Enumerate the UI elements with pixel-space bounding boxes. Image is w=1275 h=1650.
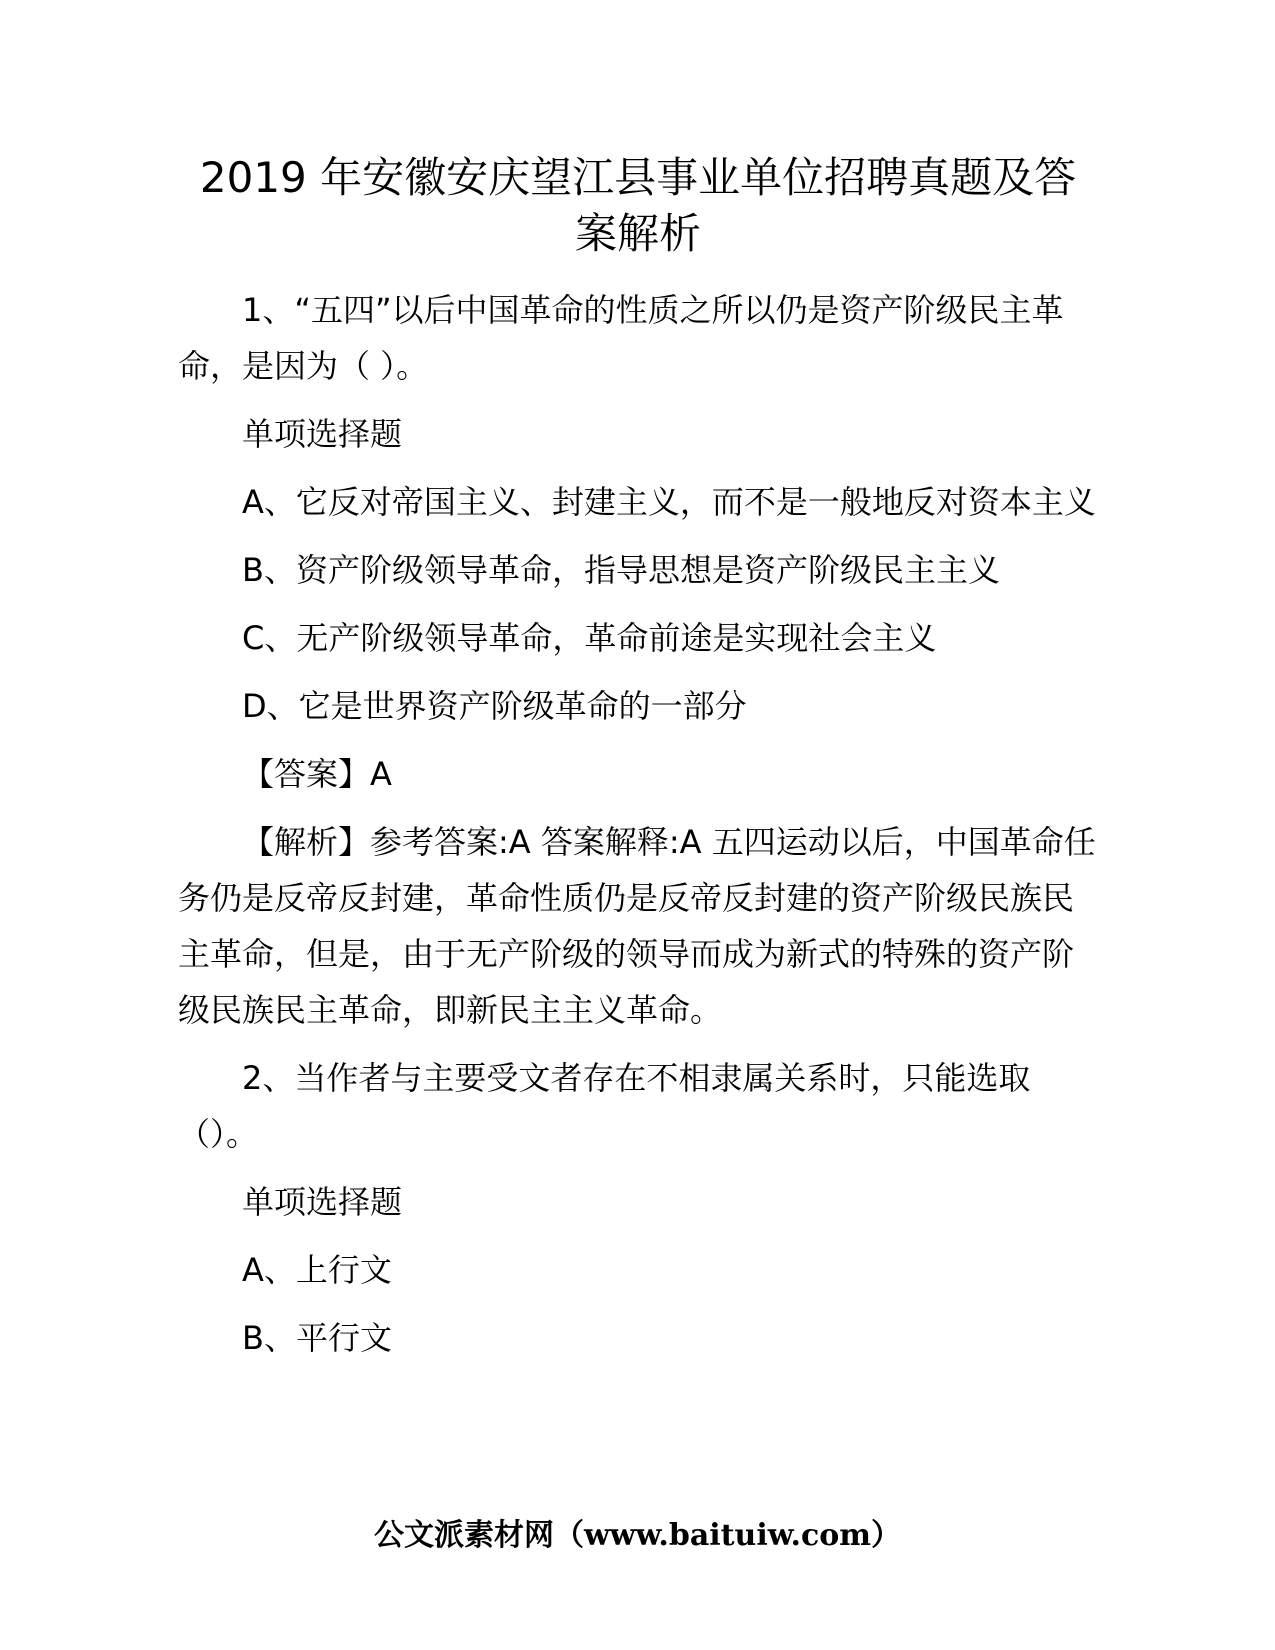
- title-line-1: 2019 年安徽安庆望江县事业单位招聘真题及答: [199, 153, 1077, 202]
- question-2-stem: 2、当作者与主要受文者存在不相隶属关系时，只能选取（）。: [178, 1059, 1031, 1153]
- footer-watermark: 公文派素材网（www.baituiw.com）: [373, 1518, 902, 1553]
- title-line-2: 案解析: [574, 209, 701, 258]
- question-2-option-a: A、上行文: [242, 1251, 392, 1289]
- question-2-option-b: B、平行文: [242, 1319, 392, 1357]
- question-1-option-d: D、它是世界资产阶级革命的一部分: [242, 687, 747, 725]
- question-1-option-c: C、无产阶级领导革命，革命前途是实现社会主义: [242, 619, 937, 657]
- question-1-type: 单项选择题: [242, 415, 403, 453]
- question-1-answer: 【答案】A: [242, 755, 392, 793]
- question-1-explanation: 【解析】参考答案:A 答案解释:A 五四运动以后，中国革命任务仍是反帝反封建，革命性质仍是反帝反封建的资产阶级民族民主革命，但是，由于无产阶级的领导而成为新式的特殊的资产阶级民族民主革命，即新民主主义革命。: [178, 823, 1096, 1029]
- question-1-option-b: B、资产阶级领导革命，指导思想是资产阶级民主主义: [242, 551, 1000, 589]
- document-body: [178, 282, 1098, 1378]
- question-1-option-a: A、它反对帝国主义、封建主义，而不是一般地反对资本主义: [242, 483, 1096, 521]
- document-title: [178, 150, 1098, 262]
- question-2-type: 单项选择题: [242, 1183, 403, 1221]
- question-1-stem: 1、“五四”以后中国革命的性质之所以仍是资产阶级民主革命，是因为（ ）。: [178, 291, 1064, 385]
